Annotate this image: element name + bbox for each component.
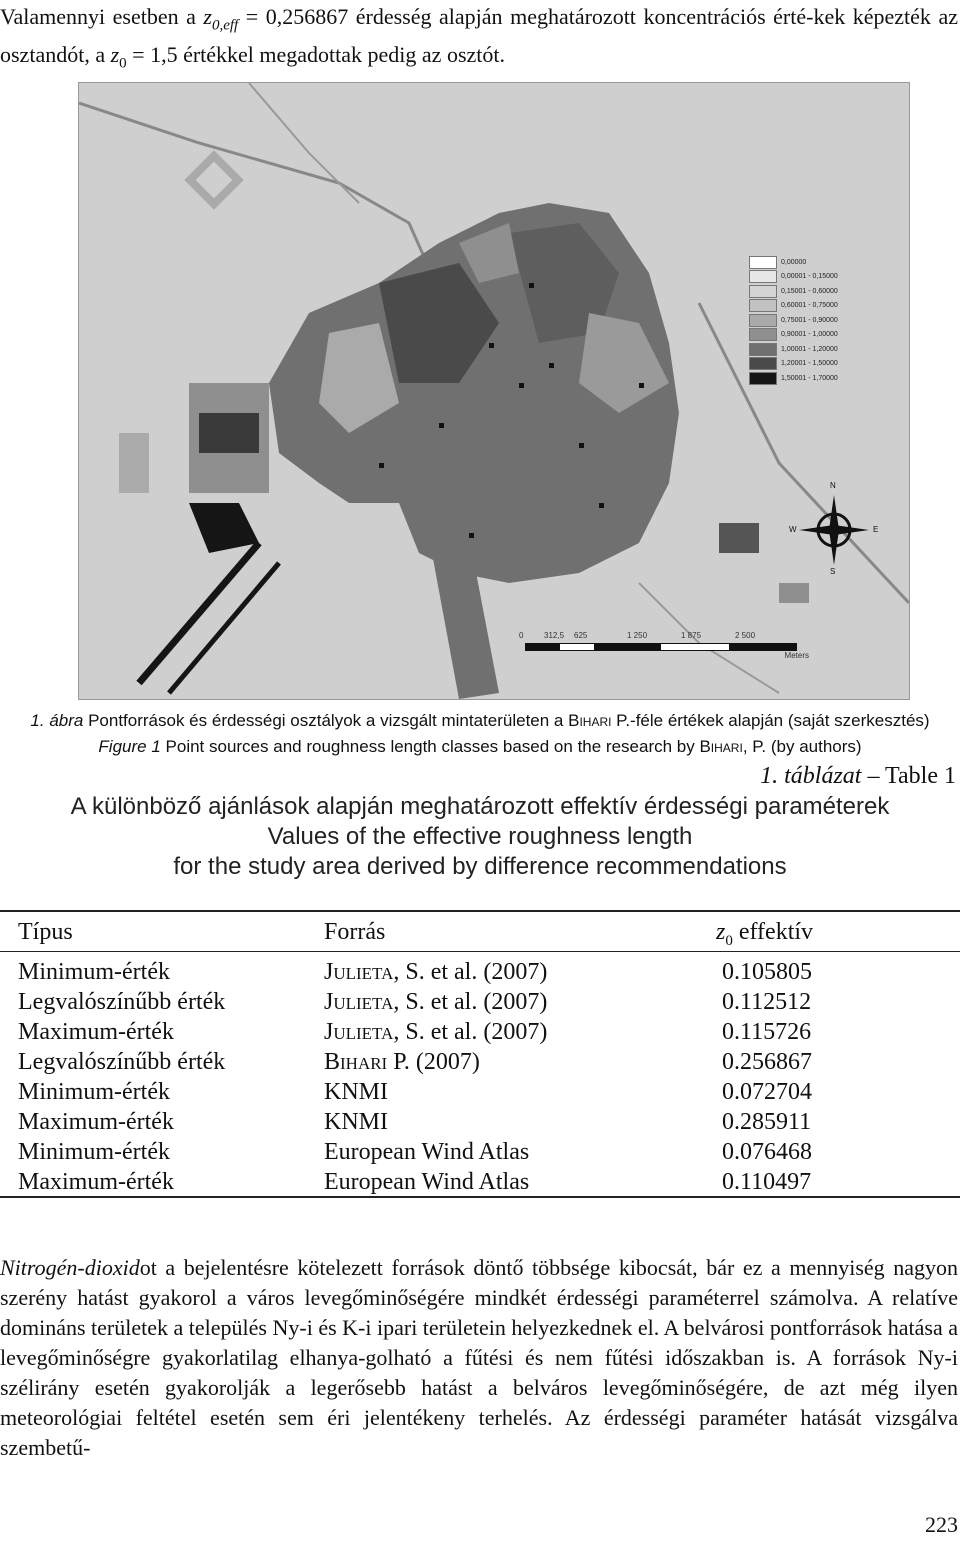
header-z-text: effektív — [732, 919, 814, 945]
header-z-symbol: z — [716, 919, 726, 945]
cell-source-author: Julieta — [324, 1019, 394, 1045]
scale-bar — [519, 631, 809, 671]
cell-source-author: Julieta — [324, 959, 394, 985]
cell-source-rest: P. (2007) — [387, 1049, 480, 1075]
cell-value: 0.110497 — [722, 1169, 812, 1195]
intro-text-b: = 0,256867 érdesség alapján meghatározott koncentrációs érté-kek képezték az osztandót, a — [0, 4, 958, 68]
table-row — [18, 1017, 938, 1047]
scale-tick-label: 2 500 — [735, 631, 756, 640]
intro-text-a: Valamennyi esetben a — [0, 4, 204, 29]
legend-item — [749, 357, 879, 372]
cell-source-rest: , S. et al. (2007) — [393, 1019, 548, 1045]
legend-item — [749, 284, 879, 299]
legend-item — [749, 255, 879, 270]
cell-type: Maximum-érték — [18, 1169, 174, 1195]
z-symbol: z — [203, 4, 212, 29]
cell-source-author: Julieta — [324, 989, 394, 1015]
cell-source — [324, 1137, 529, 1167]
scale-unit: Meters — [784, 651, 809, 660]
legend-item — [749, 299, 879, 314]
legend-swatch — [749, 328, 777, 341]
compass-e: E — [873, 525, 879, 534]
cell-source — [324, 1107, 388, 1137]
z-eff-subscript: 0,eff — [211, 17, 239, 34]
cell-type: Minimum-érték — [18, 1139, 170, 1165]
legend-swatch — [749, 299, 777, 312]
header-source: Forrás — [324, 919, 386, 945]
table-label-sep: – — [861, 763, 886, 789]
compass-s: S — [830, 567, 836, 576]
cell-source-rest: KNMI — [324, 1079, 388, 1105]
header-z0 — [716, 917, 813, 956]
figure-label-en: Figure 1 — [98, 737, 161, 756]
intro-text-c: = 1,5 értékkel megadottak pedig az osztót. — [126, 42, 505, 68]
table-label-hu: 1. táblázat — [760, 763, 862, 789]
cell-source — [324, 1167, 529, 1197]
legend-swatch — [749, 357, 777, 370]
z-symbol-2: z — [110, 42, 120, 68]
legend-label: 1,00001 - 1,20000 — [781, 345, 838, 353]
cell-value: 0.072704 — [722, 1079, 812, 1105]
map-legend — [749, 255, 879, 386]
figure-label-hu: 1. ábra — [30, 711, 84, 730]
cell-source — [324, 987, 547, 1017]
cell-source-rest: European Wind Atlas — [324, 1139, 530, 1165]
cell-source-rest: KNMI — [324, 1109, 388, 1135]
legend-swatch — [749, 256, 777, 269]
table-title-en-2: for the study area derived by difference recommendations — [173, 853, 787, 880]
legend-item — [749, 328, 879, 343]
legend-label: 0,60001 - 0,75000 — [781, 302, 838, 310]
table-top-rule — [0, 910, 960, 912]
table-row — [18, 957, 938, 987]
cell-type: Minimum-érték — [18, 959, 170, 985]
figure-caption-en — [0, 736, 960, 758]
header-z-sub: 0 — [725, 932, 733, 949]
legend-swatch — [749, 285, 777, 298]
table-label-en: Table 1 — [885, 763, 956, 789]
legend-label: 0,90001 - 1,00000 — [781, 331, 838, 339]
cell-source-rest: European Wind Atlas — [324, 1169, 530, 1195]
cell-value: 0.285911 — [722, 1109, 812, 1135]
figure-caption-en-text-b: , P. (by authors) — [742, 737, 862, 756]
table-row — [18, 1047, 938, 1077]
cell-type: Legvalószínűbb érték — [18, 989, 226, 1015]
map-image — [79, 83, 909, 699]
z0-subscript: 0 — [119, 55, 127, 72]
map-figure — [78, 82, 910, 700]
figure-caption-hu — [0, 710, 960, 732]
table-title-hu: A különböző ajánlások alapján meghatározott effektív érdességi paraméterek — [70, 793, 890, 820]
cell-source-author: Bihari — [324, 1049, 388, 1075]
body-paragraph — [0, 1253, 958, 1463]
figure-caption-hu-text-a: Pontforrások és érdességi osztályok a vizsgált mintaterületen a — [83, 711, 569, 730]
cell-value: 0.256867 — [722, 1049, 812, 1075]
cell-source — [324, 1047, 480, 1077]
legend-swatch — [749, 372, 777, 385]
legend-swatch — [749, 343, 777, 356]
table-header — [18, 917, 938, 947]
figure-caption-hu-text-b: P.-féle értékek alapján (saját szerkesztés) — [611, 711, 930, 730]
cell-value: 0.112512 — [722, 989, 812, 1015]
cell-type: Maximum-érték — [18, 1109, 174, 1135]
cell-type: Minimum-érték — [18, 1079, 170, 1105]
figure-caption-en-author: Bihari — [699, 737, 743, 756]
table-label — [760, 763, 956, 790]
table-row — [18, 1137, 938, 1167]
legend-item — [749, 342, 879, 357]
scale-tick-label: 1 875 — [681, 631, 702, 640]
table-title-en-1: Values of the effective roughness length — [267, 823, 693, 850]
table-header-rule — [0, 951, 960, 952]
cell-value: 0.115726 — [722, 1019, 812, 1045]
figure-caption-en-text-a: Point sources and roughness length classes based on the research by — [160, 737, 700, 756]
legend-label: 0,00001 - 0,15000 — [781, 273, 838, 281]
cell-source — [324, 1077, 388, 1107]
legend-label: 0,00000 — [781, 258, 807, 266]
compass-rose — [789, 481, 879, 576]
legend-label: 1,20001 - 1,50000 — [781, 360, 838, 368]
body-italic-start: Nitrogén-dioxid — [0, 1255, 140, 1280]
table-row — [18, 1107, 938, 1137]
scale-tick-label: 625 — [574, 631, 588, 640]
compass-w: W — [789, 525, 797, 534]
legend-item — [749, 313, 879, 328]
cell-value: 0.105805 — [722, 959, 812, 985]
cell-source-rest: , S. et al. (2007) — [393, 989, 548, 1015]
scale-tick-label: 1 250 — [627, 631, 648, 640]
compass-icon — [789, 485, 879, 575]
legend-swatch — [749, 270, 777, 283]
legend-label: 1,50001 - 1,70000 — [781, 374, 838, 382]
table-bottom-rule — [0, 1196, 960, 1198]
scale-tick-label: 0 — [519, 631, 524, 640]
legend-item — [749, 371, 879, 386]
cell-value: 0.076468 — [722, 1139, 812, 1165]
cell-type: Legvalószínűbb érték — [18, 1049, 226, 1075]
legend-label: 0,15001 - 0,60000 — [781, 287, 838, 295]
scale-tick-label: 312,5 — [544, 631, 565, 640]
intro-paragraph — [0, 2, 958, 79]
legend-swatch — [749, 314, 777, 327]
figure-caption-hu-author: Bihari — [568, 711, 612, 730]
cell-type: Maximum-érték — [18, 1019, 174, 1045]
table-row — [18, 1167, 938, 1197]
legend-item — [749, 270, 879, 285]
compass-n: N — [830, 481, 836, 490]
legend-label: 0,75001 - 0,90000 — [781, 316, 838, 324]
cell-source — [324, 957, 547, 987]
header-type: Típus — [18, 919, 73, 945]
cell-source-rest: , S. et al. (2007) — [393, 959, 548, 985]
cell-source — [324, 1017, 547, 1047]
table-row — [18, 987, 938, 1017]
body-text: ot a bejelentésre kötelezett források döntő többsége kibocsát, bár ez a mennyiség nagyon szerény hatást gyakorol a város levegőminőségére mindkét érdességi paraméterrel számolva. A relatíve domináns területek a település Ny-i és K-i ipari területein helyezkednek el. A belvárosi pontforrások hatása a levegőminőségre gyakorlatilag elhanya-golható a fűtési és nem fűtési időszakban is. A források Ny-i szélirány esetén gyakorolják a legerősebb hatást a belváros levegőminőségére, de azt még ilyen meteorológiai feltétel esetén sem éri jelentékeny terhelés. Az érdességi paraméter hatását vizsgálva szembetű- — [0, 1255, 958, 1460]
page-number: 223 — [925, 1512, 958, 1537]
table-row — [18, 1077, 938, 1107]
